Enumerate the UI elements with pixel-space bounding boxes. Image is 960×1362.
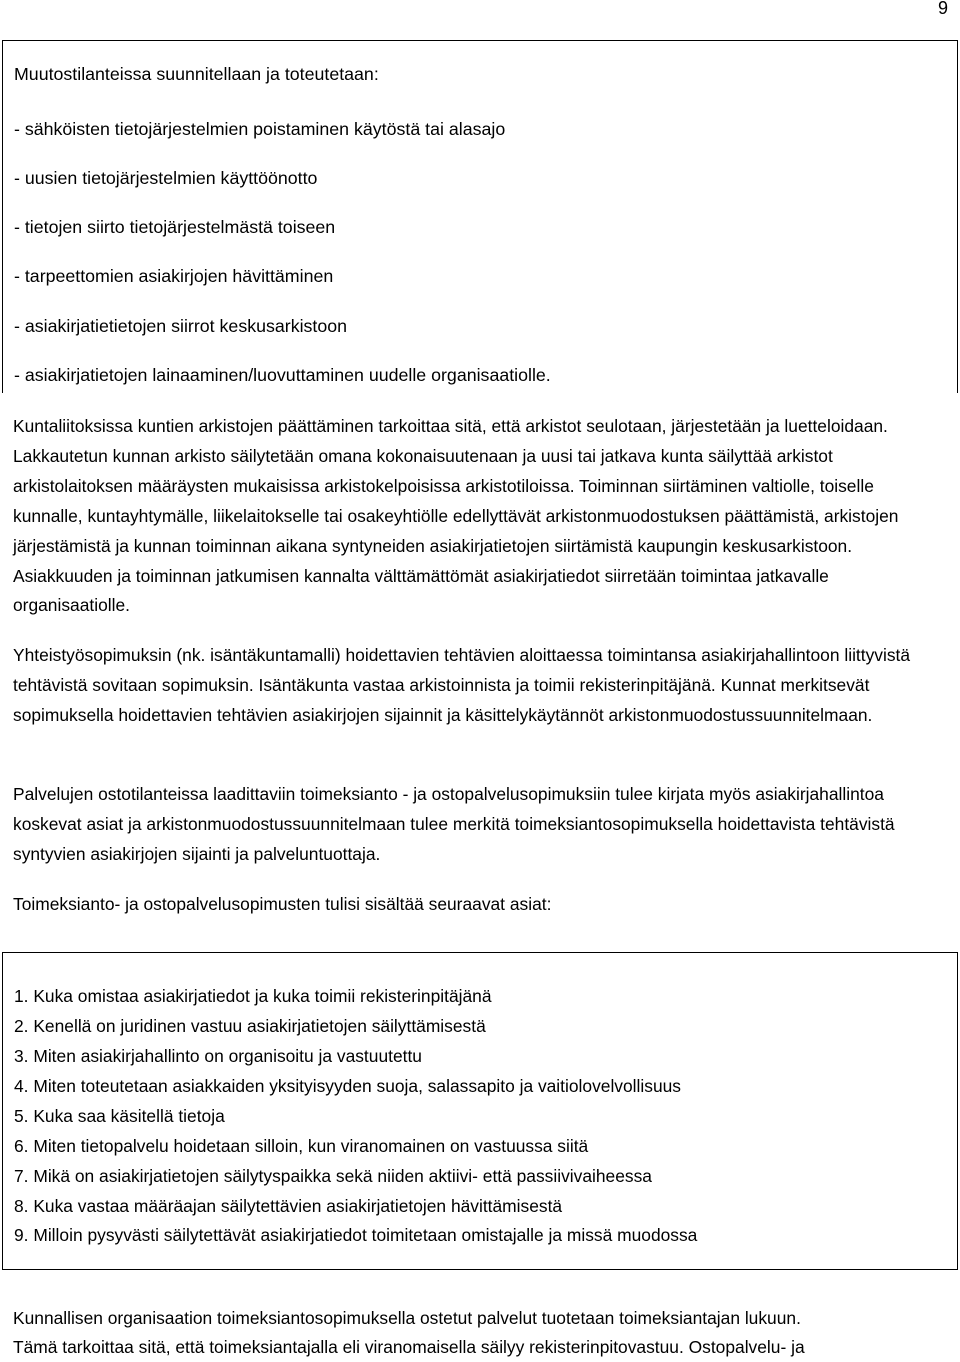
agreement-contents-box [2,952,958,1270]
final-paragraph-line-2: Tämä tarkoittaa sitä, että toimeksiantajalla eli viranomaisella säilyy rekisterinpitovastuu. Ostopalvelu- ja [13,1337,805,1357]
list-item: - uusien tietojärjestelmien käyttöönotto [14,168,318,188]
page-number: 9 [937,0,948,18]
list-item: - tietojen siirto tietojärjestelmästä toiseen [14,217,336,237]
list-item: 1. Kuka omistaa asiakirjatiedot ja kuka toimii rekisterinpitäjänä [14,986,492,1006]
municipal-merger-paragraph: Kuntaliitoksissa kuntien arkistojen päättäminen tarkoittaa sitä, että arkistot seulotaan, järjestetään ja luetteloidaan. Lakkautetun kunnan arkisto säilytetään omana kokonaisuutenaan ja uusi tai jatkava kunta säilyttää arkistot arkistolaitoksen määräysten mukaisissa arkistokelpoisissa arkistotiloissa. Toiminnan siirtäminen valtiolle, toiselle kunnalle, kuntayhtymälle, liikelaitokselle tai osakeyhtiölle edellyttävät arkistonmuodostuksen päättämistä, arkistojen järjestämistä ja kunnan toiminnan aikana syntyneiden asiakirjatietojen siirtämistä kaupungin keskusarkistoon. Asiakkuuden ja toiminnan jatkumisen kannalta välttämättömät asiakirjatiedot siirretään toimintaa jatkavalle organisaatiolle. [13,416,899,616]
cooperation-agreement-paragraph: Yhteistyösopimuksin (nk. isäntäkuntamalli) hoidettavien tehtävien aloittaessa toimintansa asiakirjahallintoon liittyvistä tehtävistä sovitaan sopimuksin. Isäntäkunta vastaa arkistoinnista ja toimii rekisterinpitäjänä. Kunnat merkitsevät sopimuksella hoidettavien tehtävien asiakirjojen sijainnit ja käsittelykäytännöt arkistonmuodostussuunnitelmaan. [13,645,911,725]
list-item: 8. Kuka vastaa määräajan säilytettävien asiakirjatietojen hävittämisestä [14,1196,563,1216]
change-situations-heading: Muutostilanteissa suunnitellaan ja toteutetaan: [14,64,379,84]
list-item: 7. Mikä on asiakirjatietojen säilytyspaikka sekä niiden aktiivi- että passiivivaiheessa [14,1166,652,1186]
list-item: - asiakirjatietojen lainaaminen/luovuttaminen uudelle organisaatiolle. [14,365,551,385]
list-item: - tarpeettomien asiakirjojen hävittäminen [14,266,334,286]
list-item: - asiakirjatietietojen siirrot keskusarkistoon [14,316,348,336]
service-purchase-paragraph: Palvelujen ostotilanteissa laadittaviin toimeksianto - ja ostopalvelusopimuksiin tulee kirjata myös asiakirjahallintoa koskevat asiat ja arkistonmuodostussuunnitelmaan tulee merkitä toimeksiantosopimuksella hoidettavista tehtävistä syntyvien asiakirjojen sijainti ja palveluntuottaja. [13,784,895,864]
list-item: 2. Kenellä on juridinen vastuu asiakirjatietojen säilyttämisestä [14,1016,486,1036]
list-item: 3. Miten asiakirjahallinto on organisoitu ja vastuutettu [14,1046,422,1066]
list-item: 6. Miten tietopalvelu hoidetaan silloin, kun viranomainen on vastuussa siitä [14,1136,589,1156]
agreement-contents-intro: Toimeksianto- ja ostopalvelusopimusten tulisi sisältää seuraavat asiat: [13,894,552,914]
change-situations-box [2,40,958,393]
list-item: 9. Milloin pysyvästi säilytettävät asiakirjatiedot toimitetaan omistajalle ja missä muodossa [14,1225,698,1245]
list-item: - sähköisten tietojärjestelmien poistaminen käytöstä tai alasajo [14,119,506,139]
list-item: 4. Miten toteutetaan asiakkaiden yksityisyyden suoja, salassapito ja vaitiolovelvollisuus [14,1076,682,1096]
final-paragraph-line-1: Kunnallisen organisaation toimeksiantosopimuksella ostetut palvelut tuotetaan toimeksiantajan lukuun. [13,1308,801,1328]
list-item: 5. Kuka saa käsitellä tietoja [14,1106,225,1126]
